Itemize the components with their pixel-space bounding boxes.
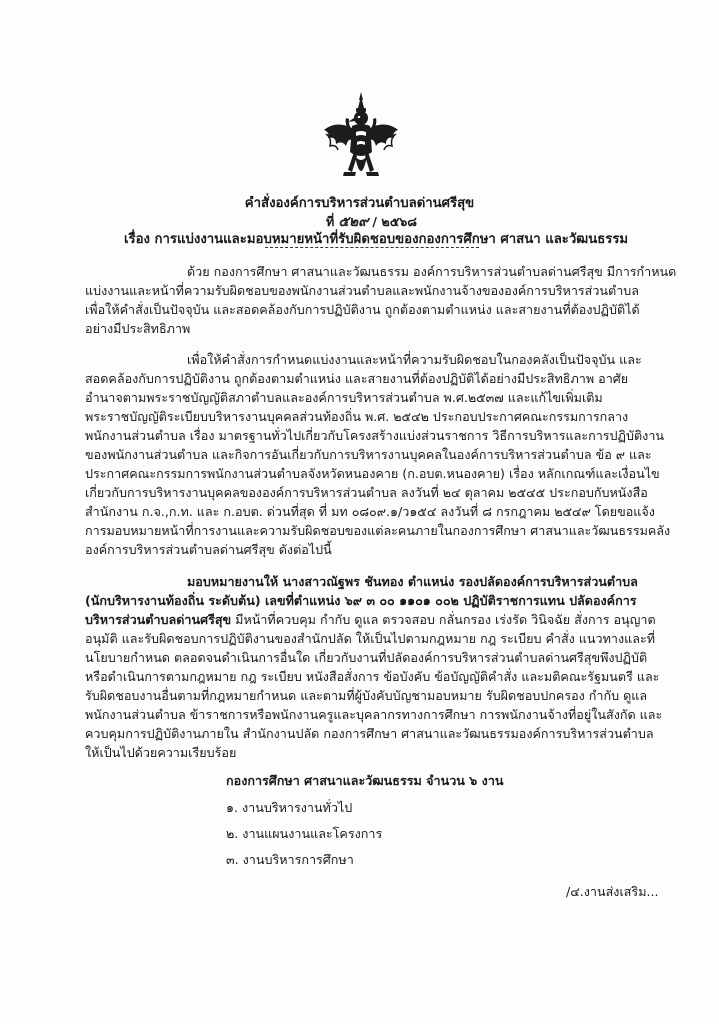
paragraph-3-line: (นักบริหารงานท้องถิ่น ระดับต้น) เลขที่ตำแหน่ง ๖๙ ๓ ๐๐ ๑๑๐๑ ๐๐๒ ปฏิบัติราชการแทน ปลัดองค์การ <box>85 593 637 608</box>
paragraph-3-line: ให้เป็นไปด้วยความเรียบร้อย <box>85 745 237 760</box>
paragraph-3-duties: มีหน้าที่ควบคุม กำกับ ดูแล ตรวจสอบ กลั่นกรอง เร่งรัด วินิจฉัย สั่งการ อนุญาต <box>231 612 656 627</box>
paragraph-2-line: เกี่ยวกับการบริหารงานบุคคลขององค์การบริหารส่วนตำบล ลงวันที่ ๒๔ ตุลาคม ๒๕๔๕ ประกอบกับหนังสือ <box>85 485 648 500</box>
paragraph-2-line: พนักงานส่วนตำบล เรื่อง มาตรฐานทั่วไปเกี่ยวกับโครงสร้างแบ่งส่วนราชการ วิธีการบริหารและการปฏิบัติงาน <box>85 428 665 443</box>
paragraph-1-line: เพื่อให้คำสั่งเป็นปัจจุบัน และสอดคล้องกับการปฏิบัติงาน ถูกต้องตามตำแหน่ง และสายงานที่ต้องปฏิบัติได้ <box>85 302 640 317</box>
paragraph-2-line: อำนาจตามพระราชบัญญัติสภาตำบลและองค์การบริหารส่วนตำบล พ.ศ.๒๕๓๗ และแก้ไขเพิ่มเติม <box>85 390 603 405</box>
subject-divider <box>265 247 479 248</box>
order-title: คำสั่งองค์การบริหารส่วนตำบลด่านศรีสุข <box>244 196 475 211</box>
garuda-emblem-icon <box>322 90 400 190</box>
order-number-year: / ๒๕๖๘ <box>372 214 417 229</box>
paragraph-3-org-name: บริหารส่วนตำบลด่านศรีสุข <box>85 612 232 627</box>
order-number-prefix: ที่ <box>326 214 335 229</box>
work-item: ๑. งานบริหารงานทั่วไป <box>226 800 353 815</box>
paragraph-2-line: พระราชบัญญัติระเบียบบริหารงานบุคคลส่วนท้องถิ่น พ.ศ. ๒๕๔๒ ประกอบประกาศคณะกรรมการกลาง <box>85 409 629 424</box>
paragraph-3-line: นโยบายกำหนด ตลอดจนดำเนินการอื่นใด เกี่ยวกับงานที่ปลัดองค์การบริหารส่วนตำบลด่านศรีสุขพึงปฏิบัติ <box>85 650 648 665</box>
paragraph-3-line: ควบคุมการปฏิบัติงานภายใน สำนักงานปลัด กองการศึกษา ศาสนาและวัฒนธรรมองค์การบริหารส่วนตำบล <box>85 726 654 741</box>
paragraph-3-line: อนุมัติ และรับผิดชอบการปฏิบัติงานของสำนักปลัด ให้เป็นไปตามกฎหมาย กฎ ระเบียบ คำสั่ง แนวทางและที่ <box>85 631 656 646</box>
paragraph-3-line: มอบหมายงานให้ นางสาวณัฐพร ชันทอง ตำแหน่ง รองปลัดองค์การบริหารส่วนตำบล <box>187 574 638 589</box>
paragraph-1-line: อย่างมีประสิทธิภาพ <box>85 321 191 336</box>
order-number-handwritten: ๕๒๙ <box>338 214 369 230</box>
paragraph-1-line: ด้วย กองการศึกษา ศาสนาและวัฒนธรรม องค์การบริหารส่วนตำบลด่านศรีสุข มีการกำหนด <box>187 264 677 279</box>
work-item: ๓. งานบริหารการศึกษา <box>226 852 354 867</box>
continuation-note: /๔.งานส่งเสริม... <box>566 884 659 899</box>
paragraph-2-line: การมอบหมายหน้าที่การงานและความรับผิดชอบของแต่ละคนภายในกองการศึกษา ศาสนาและวัฒนธรรมคลัง <box>85 523 671 538</box>
order-number <box>326 214 417 230</box>
section-heading: กองการศึกษา ศาสนาและวัฒนธรรม จำนวน ๖ งาน <box>226 773 504 788</box>
paragraph-1-line: แบ่งงานและหน้าที่ความรับผิดชอบของพนักงานส่วนตำบลและพนักงานจ้างขององค์การบริหารส่วนตำบล <box>85 283 639 298</box>
work-item: ๒. งานแผนงานและโครงการ <box>226 826 383 841</box>
order-subject: เรื่อง การแบ่งงานและมอบหมายหน้าที่รับผิดชอบของกองการศึกษา ศาสนา และวัฒนธรรม <box>124 232 629 247</box>
paragraph-2-line: ของพนักงานส่วนตำบล และกิจการอันเกี่ยวกับการบริหารงานบุคคลในองค์การบริหารส่วนตำบล ข้อ ๙ และ <box>85 447 652 462</box>
paragraph-2-line: สำนักงาน ก.จ.,ก.ท. และ ก.อบต. ด่วนที่สุด ที่ มท ๐๘๐๙.๑/ว๑๕๔ ลงวันที่ ๘ กรกฎาคม ๒๕๔๙ โดยขอแจ้ง <box>85 504 655 519</box>
paragraph-3-line: พนักงานส่วนตำบล ข้าราชการหรือพนักงานครูและบุคลากรทางการศึกษา การพนักงานจ้างที่อยู่ในสังกัด และ <box>85 707 663 722</box>
paragraph-3-line: หรือดำเนินการตามกฎหมาย กฎ ระเบียบ หนังสือสั่งการ ข้อบังคับ ข้อบัญญัติคำสั่ง และมติคณะรัฐมนตรี และ <box>85 669 660 684</box>
paragraph-2-line: เพื่อให้คำสั่งการกำหนดแบ่งงานและหน้าที่ความรับผิดชอบในกองคลังเป็นปัจจุบัน และ <box>187 352 642 367</box>
paragraph-2-line: สอดคล้องกับการปฏิบัติงาน ถูกต้องตามตำแหน่ง และสายงานที่ต้องปฏิบัติได้อย่างมีประสิทธิภาพ อาศัย <box>85 371 629 386</box>
paragraph-3-line <box>85 612 656 628</box>
paragraph-2-line: องค์การบริหารส่วนตำบลด่านศรีสุข ดังต่อไปนี้ <box>85 542 332 557</box>
paragraph-3-line: รับผิดชอบงานอื่นตามที่กฎหมายกำหนด และตามที่ผู้บังคับบัญชามอบหมาย รับผิดชอบปกครอง กำกับ ดูแล <box>85 688 648 703</box>
paragraph-2-line: ประกาศคณะกรรมการพนักงานส่วนตำบลจังหวัดหนองคาย (ก.อบต.หนองคาย) เรื่อง หลักเกณฑ์และเงื่อนไข <box>85 466 660 481</box>
